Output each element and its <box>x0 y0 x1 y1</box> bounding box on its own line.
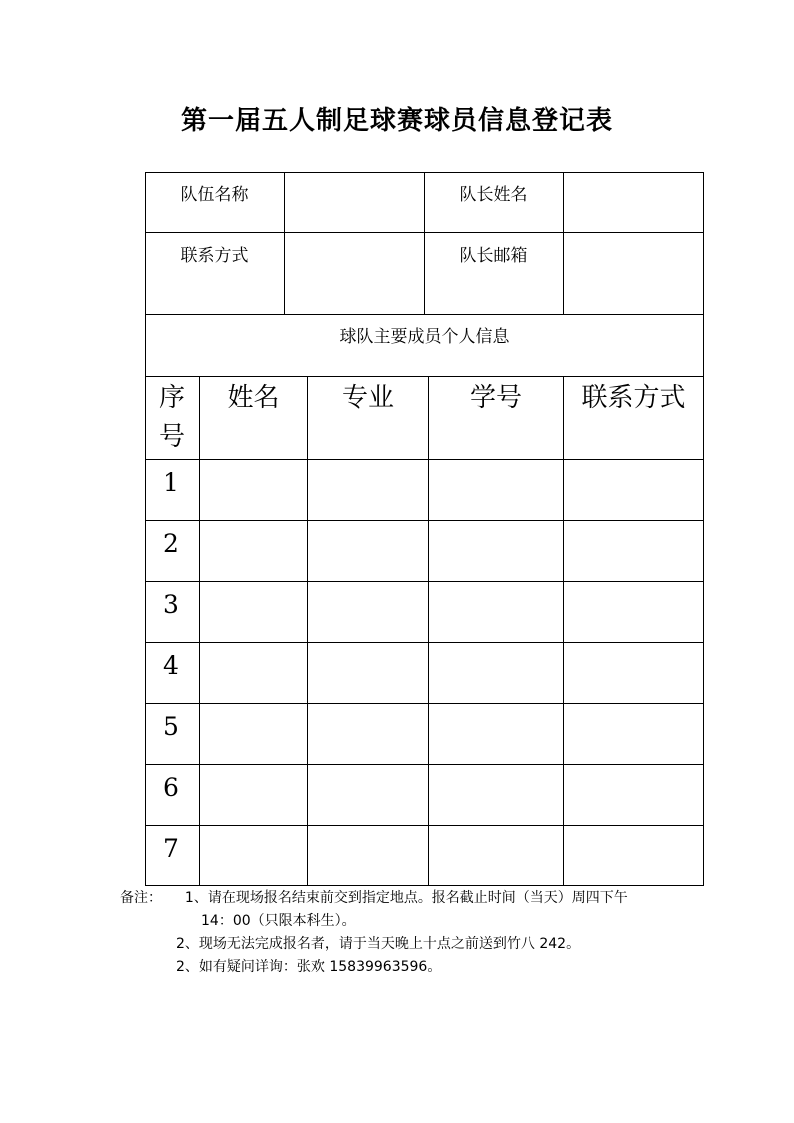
header-major: 专业 <box>341 383 394 413</box>
row-number: 5 <box>163 712 179 741</box>
contact-field[interactable] <box>285 246 424 312</box>
header-seq-line2: 号 <box>158 422 185 452</box>
table-rule <box>145 703 704 704</box>
note-text-1: 1、请在现场报名结束前交到指定地点。报名截止时间（当天）周四下午 <box>184 890 628 906</box>
row-number: 7 <box>163 834 179 863</box>
captain-name-label: 队长姓名 <box>459 185 528 205</box>
captain-name-field[interactable] <box>564 185 703 231</box>
team-name-field[interactable] <box>285 185 424 231</box>
header-contact: 联系方式 <box>581 383 686 413</box>
table-col-rule <box>199 376 200 886</box>
row-number: 6 <box>163 773 179 802</box>
captain-email-field[interactable] <box>564 246 703 312</box>
header-student-id: 学号 <box>469 383 522 413</box>
page-title: 第一届五人制足球赛球员信息登记表 <box>180 106 613 136</box>
team-name-label: 队伍名称 <box>180 185 249 205</box>
table-border-bottom <box>145 885 704 886</box>
row-number: 2 <box>163 529 179 558</box>
table-rule <box>145 520 704 521</box>
table-rule <box>145 376 704 377</box>
table-col-rule <box>428 376 429 886</box>
row-number: 3 <box>163 590 179 619</box>
table-rule <box>145 581 704 582</box>
table-border-left <box>145 172 146 886</box>
note-line-2: 2、现场无法完成报名者，请于当天晚上十点之前送到竹八 242。 <box>176 936 581 952</box>
table-rule <box>145 314 704 315</box>
header-seq-line1: 序 <box>158 383 185 413</box>
contact-label: 联系方式 <box>180 246 249 266</box>
table-rule <box>145 764 704 765</box>
table-border-right <box>703 172 704 886</box>
note-line-1 <box>120 887 628 910</box>
note-line-3: 2、如有疑问详询：张欢 15839963596。 <box>176 959 442 975</box>
row-number: 1 <box>163 468 179 497</box>
row-number: 4 <box>163 651 179 680</box>
table-rule <box>145 459 704 460</box>
note-line-1-cont: 14：00（只限本科生）。 <box>201 913 356 929</box>
table-rule <box>145 642 704 643</box>
table-col-rule <box>563 376 564 886</box>
table-col-rule <box>307 376 308 886</box>
notes-label: 备注： <box>120 890 162 906</box>
captain-email-label: 队长邮箱 <box>459 246 528 266</box>
registration-form <box>145 172 704 886</box>
members-section-title: 球队主要成员个人信息 <box>339 327 510 347</box>
header-name: 姓名 <box>227 383 280 413</box>
notes <box>120 887 628 979</box>
table-rule <box>145 825 704 826</box>
